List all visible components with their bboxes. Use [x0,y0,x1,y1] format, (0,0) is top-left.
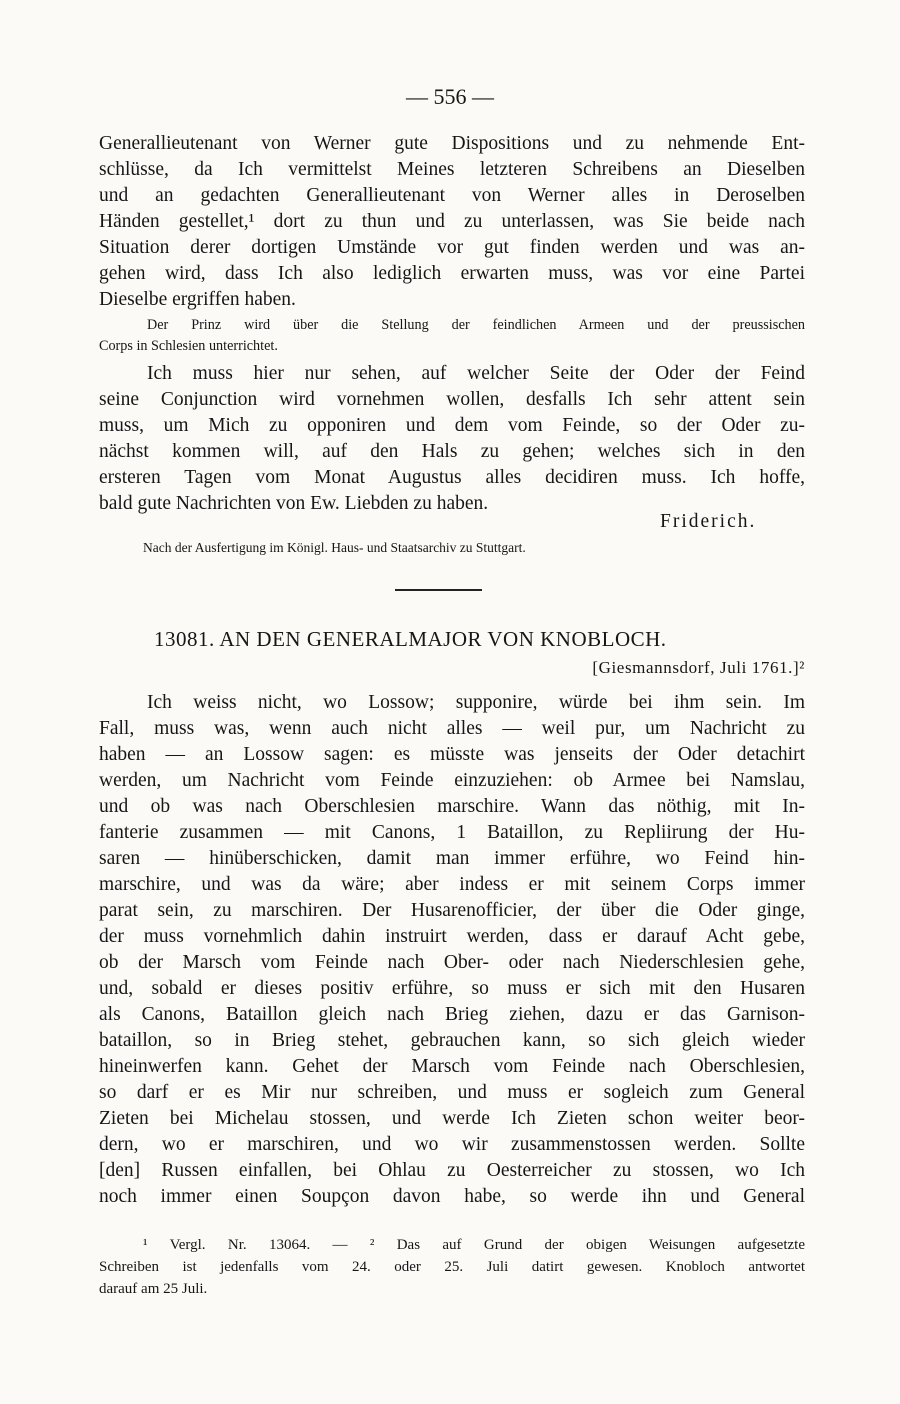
text-line: nächst kommen will, auf den Hals zu gehen; welches sich in den [99,441,805,462]
text-line: Zieten bei Michelau stossen, und werde Ich Zieten schon weiter beor- [99,1108,805,1129]
text-line: Fall, muss was, wenn auch nicht alles — weil pur, um Nachricht zu [99,718,805,739]
dateline: [Giesmannsdorf, Juli 1761.]² [592,658,805,677]
text-line: Ich weiss nicht, wo Lossow; supponire, würde bei ihm sein. Im [147,692,805,713]
section-divider [395,589,482,591]
text-line: als Canons, Bataillon gleich nach Brieg ziehen, dazu er das Garnison- [99,1004,805,1025]
text-line: bataillon, so in Brieg stehet, gebrauchen kann, so sich gleich wieder [99,1030,805,1051]
text-line: und ob was nach Oberschlesien marschire. Wann das nöthig, mit In- [99,796,805,817]
text-line: bald gute Nachrichten von Ew. Liebden zu haben. [99,493,489,514]
text-line: so darf er es Mir nur schreiben, und muss er sogleich zum General [99,1082,805,1103]
footnote: darauf am 25 Juli. [99,1281,208,1297]
text-line: [den] Russen einfallen, bei Ohlau zu Oesterreicher zu stossen, wo Ich [99,1160,805,1181]
text-line: fanterie zusammen — mit Canons, 1 Bataillon, zu Repliirung der Hu- [99,822,805,843]
text-line: ersteren Tagen vom Monat Augustus alles decidiren muss. Ich hoffe, [99,467,805,488]
page-number: — 556 — [406,84,494,109]
footnote: Schreiben ist jedenfalls vom 24. oder 25. Juli datirt gewesen. Knobloch antwortet [99,1259,805,1275]
text-line: Situation derer dortigen Umstände vor gut finden werden und was an- [99,237,805,258]
text-line: der muss vornehmlich dahin instruirt werden, dass er darauf Acht gebe, [99,926,805,947]
editorial-note: Corps in Schlesien unterrichtet. [99,338,278,354]
text-line: haben — an Lossow sagen: es müsste was jenseits der Oder detachirt [99,744,805,765]
text-line: ob der Marsch vom Feinde nach Ober- oder nach Niederschlesien gehe, [99,952,805,973]
text-line: werden, um Nachricht vom Feinde einzuziehen: ob Armee bei Namslau, [99,770,805,791]
footnote: ¹ Vergl. Nr. 13064. — ² Das auf Grund der obigen Weisungen aufgesetzte [143,1237,805,1253]
letter-title: 13081. AN DEN GENERALMAJOR VON KNOBLOCH. [154,627,667,651]
text-line: und an gedachten Generallieutenant von Werner alles in Deroselben [99,185,805,206]
text-line: seine Conjunction wird vornehmen wollen, desfalls Ich sehr attent sein [99,389,805,410]
text-line: dern, wo er marschiren, und wo wir zusammenstossen werden. Sollte [99,1134,805,1155]
text-line: schlüsse, da Ich vermittelst Meines letzteren Schreibens an Dieselben [99,159,805,180]
text-line: und, sobald er dieses positiv erführe, so muss er sich mit den Husaren [99,978,805,999]
text-line: marschire, und was da wäre; aber indess er mit seinem Corps immer [99,874,805,895]
text-line: Händen gestellet,¹ dort zu thun und zu unterlassen, was Sie beide nach [99,211,805,232]
text-line: Generallieutenant von Werner gute Dispositions und zu nehmende Ent- [99,133,805,154]
text-line: noch immer einen Soupçon davon habe, so werde ihn und General [99,1186,805,1207]
text-line: Dieselbe ergriffen haben. [99,289,296,310]
text-line: gehen wird, dass Ich also lediglich erwarten muss, was vor eine Partei [99,263,805,284]
text-line: Ich muss hier nur sehen, auf welcher Seite der Oder der Feind [147,363,805,384]
text-line: parat sein, zu marschiren. Der Husarenofficier, der über die Oder ginge, [99,900,805,921]
signature: Friderich. [660,511,757,532]
editorial-note: Der Prinz wird über die Stellung der feindlichen Armeen und der preussischen [147,317,805,333]
source-note: Nach der Ausfertigung im Königl. Haus- und Staatsarchiv zu Stuttgart. [143,540,526,555]
text-line: muss, um Mich zu opponiren und dem vom Feinde, so der Oder zu- [99,415,805,436]
text-line: hineinwerfen kann. Gehet der Marsch vom Feinde nach Oberschlesien, [99,1056,805,1077]
text-line: saren — hinüberschicken, damit man immer erführe, wo Feind hin- [99,848,805,869]
